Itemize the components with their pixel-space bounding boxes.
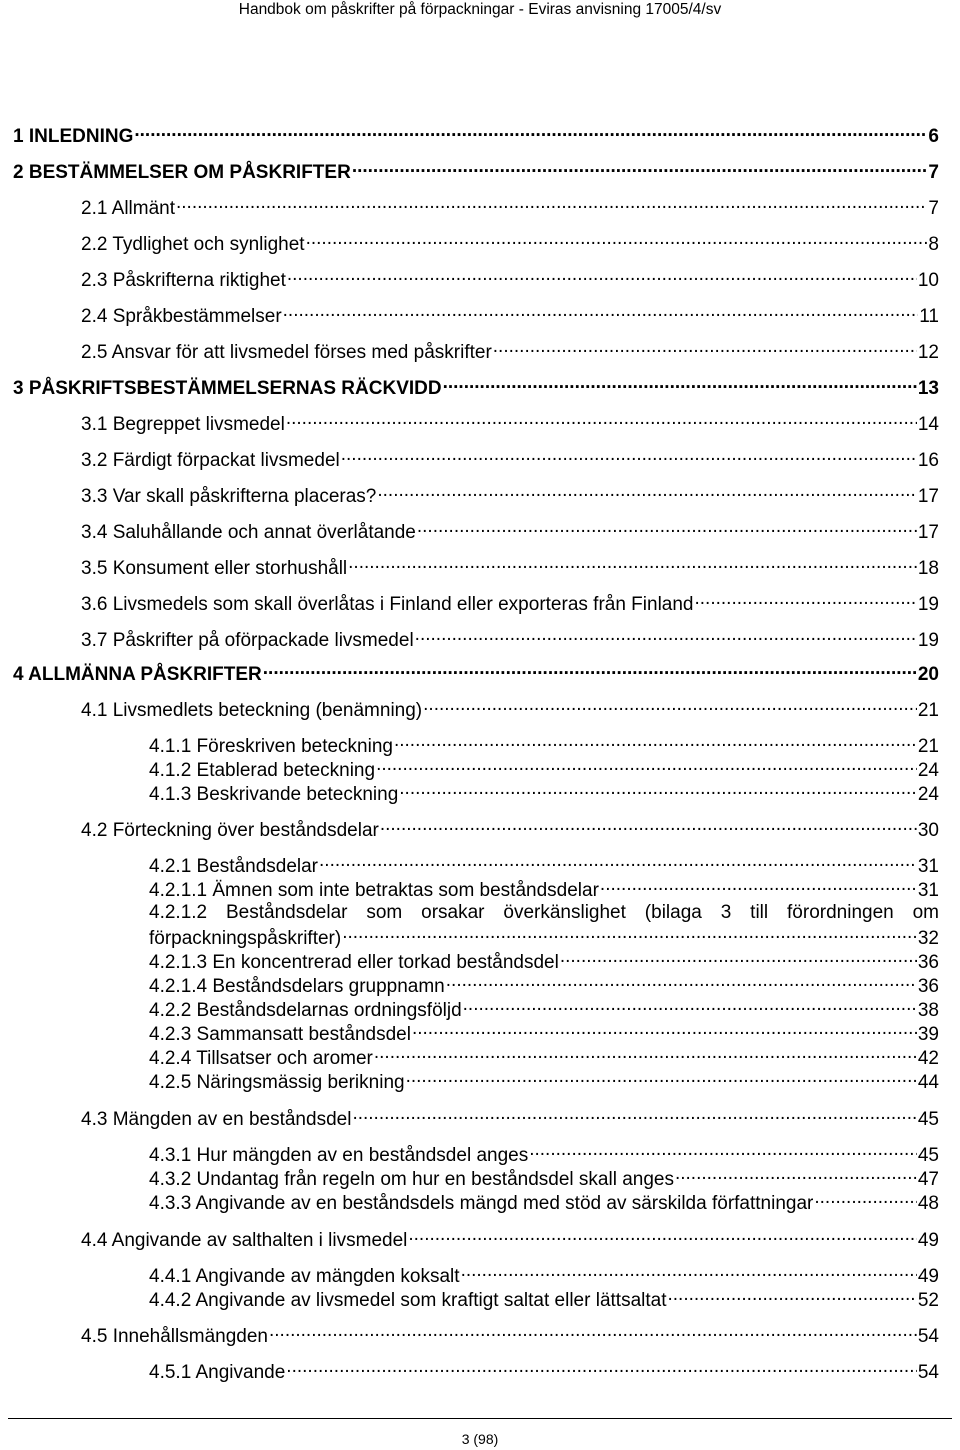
toc-entry[interactable] bbox=[81, 697, 939, 723]
toc-entry[interactable] bbox=[149, 781, 939, 807]
running-header: Handbok om påskrifter på förpackningar - Eviras anvisning 17005/4/sv bbox=[238, 1, 722, 18]
toc-entry-page: 48 bbox=[917, 1193, 939, 1214]
toc-entry-title: 4.3.2 Undantag från regeln om hur en beståndsdel skall anges bbox=[149, 1169, 674, 1190]
toc-entry-page: 24 bbox=[917, 784, 939, 805]
toc-entry-page: 47 bbox=[917, 1169, 939, 1190]
toc-entry-title: 1 INLEDNING bbox=[13, 126, 134, 147]
toc-entry[interactable] bbox=[13, 661, 939, 687]
toc-entry[interactable] bbox=[81, 555, 939, 581]
toc-entry[interactable] bbox=[81, 267, 939, 293]
toc-entry[interactable] bbox=[81, 411, 939, 437]
toc-entry[interactable] bbox=[149, 949, 939, 975]
toc-entry-page: 38 bbox=[917, 1000, 939, 1021]
toc-entry[interactable] bbox=[149, 757, 939, 783]
toc-entry[interactable] bbox=[149, 1142, 939, 1168]
toc-entry-title: 4.2.1.3 En koncentrerad eller torkad beståndsdel bbox=[149, 952, 559, 973]
toc-entry[interactable] bbox=[149, 1021, 939, 1047]
toc-entry-title: 4.2 Förteckning över beståndsdelar bbox=[81, 820, 379, 841]
toc-entry-page: 21 bbox=[917, 700, 939, 721]
toc-entry[interactable] bbox=[149, 877, 939, 903]
toc-entry-title: 4.4.2 Angivande av livsmedel som kraftigt saltat eller lättsaltat bbox=[149, 1290, 667, 1311]
toc-entry-title: 3.5 Konsument eller storhushåll bbox=[81, 558, 348, 579]
toc-entry-page: 19 bbox=[917, 630, 939, 651]
toc-entry-page: 8 bbox=[928, 234, 939, 255]
toc-entry-page: 10 bbox=[917, 270, 939, 291]
toc-entry[interactable] bbox=[149, 1263, 939, 1289]
toc-entry-title: 2 BESTÄMMELSER OM PÅSKRIFTER bbox=[13, 162, 351, 183]
toc-entry[interactable] bbox=[81, 339, 939, 365]
toc-entry-page: 12 bbox=[917, 342, 939, 363]
toc-entry-page: 21 bbox=[917, 736, 939, 757]
toc-entry-title: 4.4 Angivande av salthalten i livsmedel bbox=[81, 1230, 408, 1251]
toc-entry-title: 4.5 Innehållsmängden bbox=[81, 1326, 268, 1347]
toc-entry-title: 3.1 Begreppet livsmedel bbox=[81, 414, 285, 435]
toc-entry-title: 2.3 Påskrifterna riktighet bbox=[81, 270, 286, 291]
toc-entry[interactable] bbox=[81, 519, 939, 545]
toc-entry-page: 54 bbox=[917, 1326, 939, 1347]
toc-entry-title: 4.3 Mängden av en beståndsdel bbox=[81, 1109, 352, 1130]
toc-entry-page: 49 bbox=[917, 1230, 939, 1251]
toc-entry-page: 30 bbox=[917, 820, 939, 841]
toc-entry-page: 16 bbox=[917, 450, 939, 471]
toc-entry-title: 4.1.2 Etablerad beteckning bbox=[149, 760, 376, 781]
toc-entry-page: 6 bbox=[928, 126, 939, 147]
toc-entry-page: 19 bbox=[917, 594, 939, 615]
toc-entry-page: 17 bbox=[917, 522, 939, 543]
toc-entry-page: 24 bbox=[917, 760, 939, 781]
toc-entry-title: 3.7 Påskrifter på oförpackade livsmedel bbox=[81, 630, 414, 651]
toc-entry-title: 4.2.5 Näringsmässig berikning bbox=[149, 1072, 405, 1093]
toc-entry[interactable] bbox=[81, 447, 939, 473]
toc-entry-title: 3.3 Var skall påskrifterna placeras? bbox=[81, 486, 377, 507]
toc-entry-title: 3.4 Saluhållande och annat överlåtande bbox=[81, 522, 416, 543]
toc-entry-title: 4.3.3 Angivande av en beståndsdels mängd med stöd av särskilda författningar bbox=[149, 1193, 814, 1214]
toc-entry[interactable] bbox=[81, 627, 939, 653]
toc-entry[interactable] bbox=[149, 1359, 939, 1385]
toc-entry-title: 4.2.1.4 Beståndsdelars gruppnamn bbox=[149, 976, 445, 997]
toc-entry-page: 52 bbox=[917, 1290, 939, 1311]
toc-entry[interactable] bbox=[13, 375, 939, 401]
toc-entry[interactable] bbox=[81, 1227, 939, 1253]
toc-entry-title: 2.2 Tydlighet och synlighet bbox=[81, 234, 305, 255]
toc-entry[interactable] bbox=[81, 1323, 939, 1349]
toc-entry-page: 17 bbox=[917, 486, 939, 507]
toc-entry-page: 42 bbox=[917, 1048, 939, 1069]
toc-entry-page: 13 bbox=[917, 378, 939, 399]
toc-entry-page: 14 bbox=[917, 414, 939, 435]
page-number: 3 (98) bbox=[461, 1431, 499, 1447]
toc-entry-title: 4.1 Livsmedlets beteckning (benämning) bbox=[81, 700, 423, 721]
toc-entry-title: förpackningspåskrifter) bbox=[149, 928, 342, 949]
toc-entry-title: 3.6 Livsmedels som skall överlåtas i Finland eller exporteras från Finland bbox=[81, 594, 694, 615]
toc-entry-title: 4.3.1 Hur mängden av en beståndsdel anges bbox=[149, 1145, 529, 1166]
toc-entry-title: 3.2 Färdigt förpackat livsmedel bbox=[81, 450, 340, 471]
toc-entry-title: 2.1 Allmänt bbox=[81, 198, 175, 219]
toc-entry-title: 4.2.1 Beståndsdelar bbox=[149, 856, 319, 877]
toc-entry[interactable] bbox=[149, 1069, 939, 1095]
toc-entry-title: 4.2.4 Tillsatser och aromer bbox=[149, 1048, 373, 1069]
toc-entry[interactable] bbox=[13, 159, 939, 185]
toc-entry-page: 39 bbox=[917, 1024, 939, 1045]
toc-entry-title: 4.5.1 Angivande bbox=[149, 1362, 286, 1383]
toc-entry-title: 2.5 Ansvar för att livsmedel förses med påskrifter bbox=[81, 342, 492, 363]
toc-entry-wrapped-first-line[interactable]: 4.2.1.2 Beståndsdelar som orsakar överkänslighet (bilaga 3 till förordningen om bbox=[149, 902, 939, 923]
toc-entry-page: 45 bbox=[917, 1109, 939, 1130]
toc-entry[interactable] bbox=[149, 925, 939, 951]
toc-entry[interactable] bbox=[149, 1287, 939, 1313]
toc-entry[interactable] bbox=[149, 1045, 939, 1071]
toc-entry-title: 4 ALLMÄNNA PÅSKRIFTER bbox=[13, 664, 262, 685]
toc-entry[interactable] bbox=[13, 123, 939, 149]
toc-entry[interactable] bbox=[81, 303, 939, 329]
toc-entry-page: 44 bbox=[917, 1072, 939, 1093]
toc-entry-page: 32 bbox=[917, 928, 939, 949]
toc-entry-page: 20 bbox=[917, 664, 939, 685]
toc-entry[interactable] bbox=[81, 1106, 939, 1132]
toc-entry[interactable] bbox=[81, 817, 939, 843]
toc-entry[interactable] bbox=[149, 973, 939, 999]
toc-entry-page: 36 bbox=[917, 976, 939, 997]
toc-entry-title: 4.2.1.1 Ämnen som inte betraktas som beståndsdelar bbox=[149, 880, 599, 901]
toc-entry[interactable] bbox=[149, 733, 939, 759]
toc-entry-page: 54 bbox=[917, 1362, 939, 1383]
toc-entry-title: 4.4.1 Angivande av mängden koksalt bbox=[149, 1266, 460, 1287]
toc-entry[interactable] bbox=[149, 997, 939, 1023]
toc-entry-title: 3 PÅSKRIFTSBESTÄMMELSERNAS RÄCKVIDD bbox=[13, 378, 442, 399]
toc-entry-page: 18 bbox=[917, 558, 939, 579]
toc-entry-title: 4.2.3 Sammansatt beståndsdel bbox=[149, 1024, 411, 1045]
toc-entry-page: 7 bbox=[928, 198, 939, 219]
toc-entry[interactable] bbox=[81, 231, 939, 257]
toc-entry-title: 2.4 Språkbestämmelser bbox=[81, 306, 282, 327]
toc-entry[interactable] bbox=[149, 853, 939, 879]
toc-entry-title: 4.1.3 Beskrivande beteckning bbox=[149, 784, 399, 805]
toc-entry-page: 31 bbox=[917, 880, 939, 901]
toc-entry-page: 36 bbox=[917, 952, 939, 973]
toc-entry-page: 11 bbox=[919, 306, 939, 327]
toc-entry-page: 49 bbox=[917, 1266, 939, 1287]
toc-entry-title: 4.1.1 Föreskriven beteckning bbox=[149, 736, 393, 757]
footer-divider bbox=[8, 1418, 952, 1419]
toc-entry-page: 7 bbox=[928, 162, 939, 183]
toc-entry[interactable] bbox=[149, 1190, 939, 1216]
toc-entry-page: 31 bbox=[917, 856, 939, 877]
toc-entry[interactable] bbox=[81, 195, 939, 221]
toc-entry[interactable] bbox=[149, 1166, 939, 1192]
toc-entry-page: 45 bbox=[917, 1145, 939, 1166]
toc-entry[interactable] bbox=[81, 483, 939, 509]
toc-entry[interactable] bbox=[81, 591, 939, 617]
toc-entry-title: 4.2.2 Beståndsdelarnas ordningsföljd bbox=[149, 1000, 462, 1021]
